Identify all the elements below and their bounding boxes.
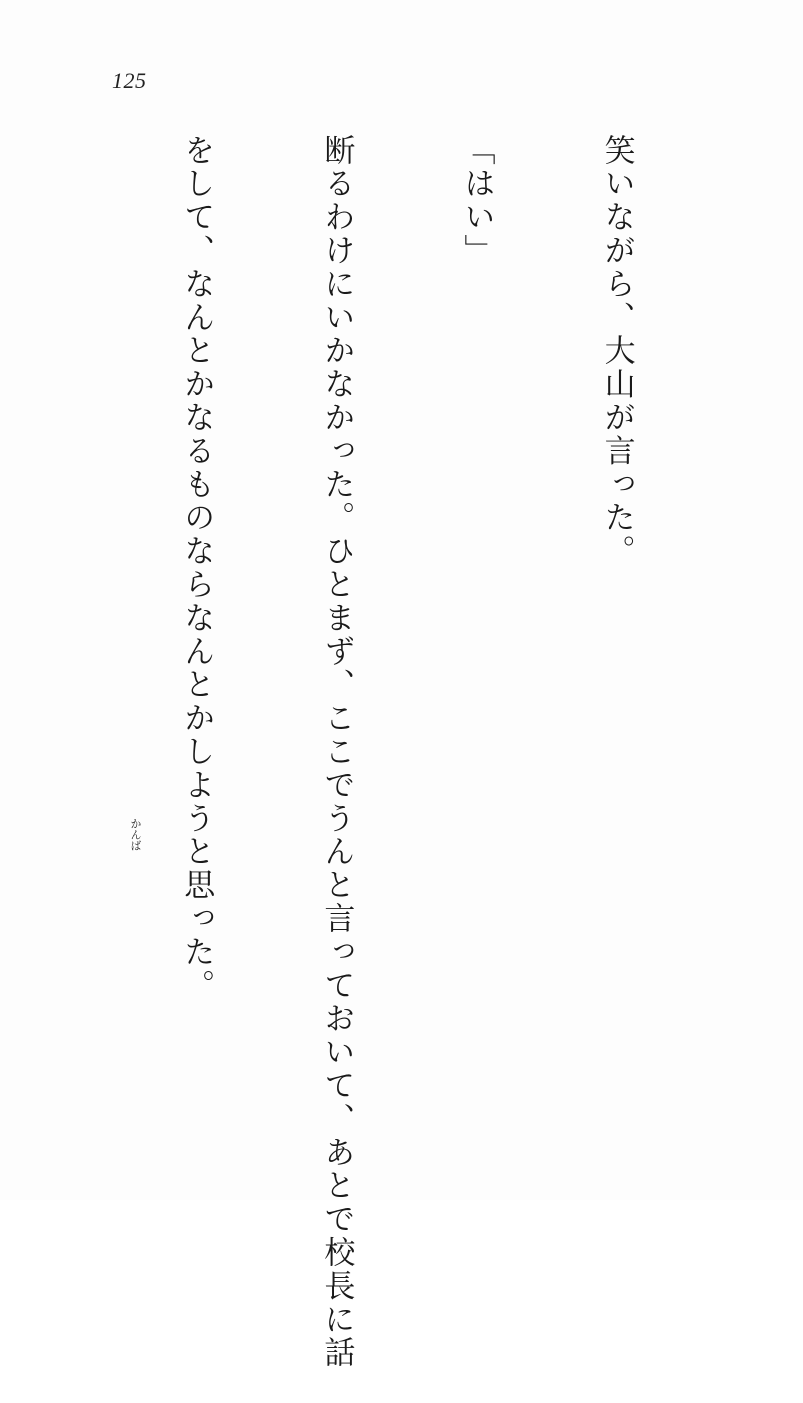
- text-line: 「はい」: [458, 134, 495, 268]
- text-line: 笑いながら、大山が言った。: [598, 134, 635, 569]
- page-number: 125: [112, 68, 147, 93]
- vertical-body-text: [0, 134, 733, 1370]
- text-line: 断るわけにいかなかった。ひとまず、ここでうんと言っておいて、あとで校長に話: [318, 134, 355, 1370]
- ruby-reading: かんば: [129, 818, 142, 851]
- text-line: をして、なんとかなるものならなんとかしようと思った。: [178, 134, 215, 1003]
